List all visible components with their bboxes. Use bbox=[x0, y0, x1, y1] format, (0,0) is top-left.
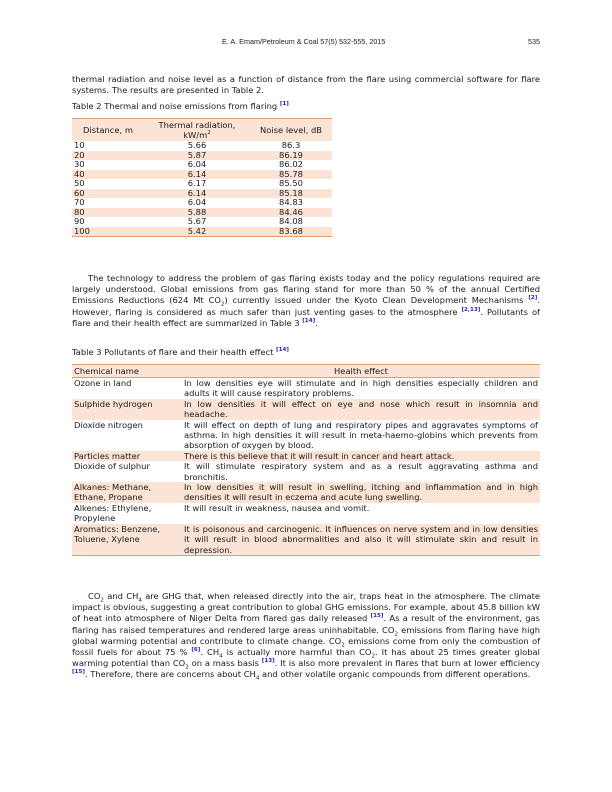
para2-text-5: . bbox=[315, 317, 318, 328]
citation-ref: [14] bbox=[302, 318, 316, 325]
table-row bbox=[72, 227, 332, 237]
intro-paragraph bbox=[72, 74, 540, 96]
table-row bbox=[72, 503, 540, 524]
subscript: 4 bbox=[255, 676, 260, 683]
citation-ref: [6] bbox=[191, 647, 201, 654]
cell-noise: 86.3 bbox=[281, 140, 301, 150]
cell-chemical-name: Alkenes: Ethylene, Propylene bbox=[74, 502, 152, 524]
cell-noise: 85.50 bbox=[279, 178, 303, 188]
cell-noise: 84.46 bbox=[250, 208, 332, 218]
cell-distance: 10 bbox=[74, 140, 85, 150]
table3-header-chemical: Chemical name bbox=[72, 365, 182, 378]
para3-text: are GHG that, when released directly into the air, traps heat in the atmosphere. The climate impact is obvious, suggesting a great contribution to global GHG emissions. For example, about 45.8 billion kW of heat into atmosphere of Niger Delta from flared gas daily released bbox=[72, 591, 540, 624]
table-row bbox=[72, 524, 540, 556]
para2-text-4: . Pollutants of flare and their health effect are summarized in Table 3 bbox=[72, 306, 540, 328]
table2-caption-text: Table 2 Thermal and noise emissions from flaring bbox=[72, 101, 278, 111]
para3-text: on a mass basis bbox=[188, 658, 262, 669]
cell-health-effect: In low densities it will effect on eye and nose which result in insomnia and headache. bbox=[184, 398, 538, 420]
para3-text: . It has about 25 times greater global warming potential than CO bbox=[72, 647, 540, 669]
cell-chemical-name: Dioxide of sulphur bbox=[74, 461, 150, 472]
journal-citation: E. A. Emam/Petroleum & Coal 57(5) 532-555, 2015 bbox=[222, 37, 386, 46]
cell-thermal: 6.14 bbox=[144, 189, 250, 199]
cell-distance: 100 bbox=[72, 227, 144, 237]
para3-text: . It is also more prevalent in flares that burn at lower efficiency bbox=[274, 658, 540, 669]
cell-thermal: 5.67 bbox=[187, 216, 207, 226]
cell-noise: 86.02 bbox=[279, 159, 303, 169]
cell-thermal: 5.88 bbox=[144, 208, 250, 218]
cell-health-effect: In low densities it will result in swelling, itching and inflammation and in high densities it will result in eczema and acute lung swelling. bbox=[184, 482, 538, 503]
table-row bbox=[72, 378, 540, 399]
para3-text: and CH bbox=[103, 591, 139, 601]
table3-body bbox=[72, 378, 540, 556]
subscript: 4 bbox=[219, 653, 223, 660]
table2-caption bbox=[72, 101, 289, 111]
cell-noise: 84.08 bbox=[279, 216, 303, 226]
table2-header-noise: Noise level, dB bbox=[250, 119, 332, 142]
cell-chemical-name: Alkanes: Methane, Ethane, Propane bbox=[72, 482, 182, 503]
cell-thermal: 6.04 bbox=[187, 197, 207, 207]
cell-thermal: 5.66 bbox=[187, 140, 207, 150]
cell-health-effect: It is poisonous and carcinogenic. It influences on nerve system and in low densities it will result in blood abnormalities and also it will stimulate skin and result in depression. bbox=[184, 523, 538, 555]
table2-header-distance: Distance, m bbox=[72, 119, 144, 142]
cell-thermal: 6.04 bbox=[187, 159, 207, 169]
cell-noise: 83.68 bbox=[250, 227, 332, 237]
cell-noise: 85.18 bbox=[250, 189, 332, 199]
citation-ref: [15] bbox=[370, 613, 384, 620]
paragraph-ghg bbox=[72, 591, 540, 681]
cell-chemical-name: Aromatics: Benzene, Toluene, Xylene bbox=[72, 524, 182, 556]
intro-text: thermal radiation and noise level as a function of distance from the flare using commercial software for flare systems. The results are presented in Table 2. bbox=[72, 74, 540, 96]
para3-text: emissions from flaring have high global warming potential and contribute to climate change. CO bbox=[72, 624, 541, 646]
table-3 bbox=[72, 364, 540, 556]
cell-chemical-name: Sulphide hydrogen bbox=[72, 399, 182, 420]
cell-distance: 50 bbox=[74, 178, 85, 188]
table2-body bbox=[72, 141, 332, 237]
table2-header-row bbox=[72, 119, 332, 142]
cell-distance: 80 bbox=[72, 208, 144, 218]
subscript: 2 bbox=[371, 653, 376, 660]
cell-chemical-name: Ozone in land bbox=[74, 378, 132, 388]
subscript: 2 bbox=[220, 302, 225, 309]
para2-text-1: The technology to address the problem of gas flaring exists today and the policy regulations required are largely understood. Global emissions from gas flaring stand for more than 50 % of the annual Certified Emissions Reductions (624 Mt CO bbox=[72, 273, 540, 306]
page-number: 535 bbox=[528, 37, 540, 46]
table-row bbox=[72, 451, 540, 461]
paragraph-technology bbox=[72, 273, 540, 329]
citation-ref: [2,13] bbox=[461, 306, 481, 313]
table3-caption-text: Table 3 Pollutants of flare and their health effect bbox=[72, 347, 274, 357]
subscript: 2 bbox=[341, 642, 345, 649]
para3-text: . CH bbox=[200, 647, 220, 658]
cell-noise: 85.78 bbox=[250, 170, 332, 180]
subscript: 2 bbox=[100, 597, 104, 604]
table2-caption-ref: [1] bbox=[279, 101, 289, 108]
table3-caption bbox=[72, 347, 289, 357]
cell-distance: 90 bbox=[74, 216, 85, 226]
para3-text: . Therefore, there are concerns about CH bbox=[84, 669, 256, 680]
cell-chemical-name: Particles matter bbox=[72, 451, 182, 461]
cell-thermal: 6.14 bbox=[144, 170, 250, 180]
cell-thermal: 5.87 bbox=[144, 151, 250, 161]
cell-thermal: 6.17 bbox=[187, 178, 207, 188]
subscript: 2 bbox=[394, 631, 398, 638]
subscript: 4 bbox=[138, 597, 142, 604]
para2-text-3: . However, flaring is considered as much safer than just venting gases to the atmosphere bbox=[72, 295, 540, 317]
para3-text: emissions come from only the combustion of fossil fuels for about 75 % bbox=[72, 635, 541, 658]
cell-health-effect: It will effect on depth of lung and respiratory pipes and aggravates symptoms of asthma. In high densities it will result in meta-haemo-globins which prevents from absorption of oxygen by blood. bbox=[184, 419, 538, 451]
para3-text: CO bbox=[88, 591, 101, 601]
cell-distance: 30 bbox=[74, 159, 85, 169]
cell-distance: 70 bbox=[74, 197, 85, 207]
para3-text: . As a result of the environment, gas flaring has raised temperatures and rendered large areas uninhabitable. CO bbox=[72, 613, 540, 635]
citation-ref: [13] bbox=[261, 658, 275, 665]
cell-noise: 84.83 bbox=[279, 197, 303, 207]
para3-text: and other volatile organic compounds from different operations. bbox=[259, 669, 531, 680]
cell-noise: 86.19 bbox=[250, 151, 332, 161]
citation-ref: [2] bbox=[528, 295, 538, 302]
cell-health-effect: It will stimulate respiratory system and as a result aggravating asthma and bronchitis. bbox=[184, 461, 538, 482]
table-2 bbox=[72, 118, 332, 237]
table-row bbox=[72, 399, 540, 420]
table3-header-effect: Health effect bbox=[182, 365, 540, 378]
cell-distance: 40 bbox=[72, 170, 144, 180]
table3-header-row bbox=[72, 365, 540, 378]
cell-health-effect: In low densities eye will stimulate and in high densities especially children and adults it will cause respiratory problems. bbox=[184, 378, 538, 399]
citation-ref: [15] bbox=[72, 669, 85, 676]
cell-distance: 20 bbox=[72, 151, 144, 161]
cell-health-effect: There is this believe that it will result in cancer and heart attack. bbox=[182, 451, 540, 461]
table3-caption-ref: [14] bbox=[276, 347, 289, 354]
table2-header-thermal: Thermal radiation, $kW/m^2$ bbox=[144, 119, 250, 142]
table-row bbox=[72, 420, 540, 451]
table-row bbox=[72, 482, 540, 503]
subscript: 2 bbox=[185, 664, 189, 671]
para2-text-2: ) currently issued under the Kyoto Clean Development Mechanisms bbox=[224, 295, 529, 306]
superscript: 2 bbox=[207, 130, 211, 137]
cell-distance: 60 bbox=[72, 189, 144, 199]
para3-text: is actually more harmful than CO bbox=[222, 647, 372, 658]
cell-thermal: 5.42 bbox=[144, 227, 250, 237]
cell-health-effect: It will result in weakness, nausea and vomit. bbox=[184, 502, 370, 513]
table-row bbox=[72, 461, 540, 482]
cell-chemical-name: Dioxide nitrogen bbox=[74, 419, 143, 430]
